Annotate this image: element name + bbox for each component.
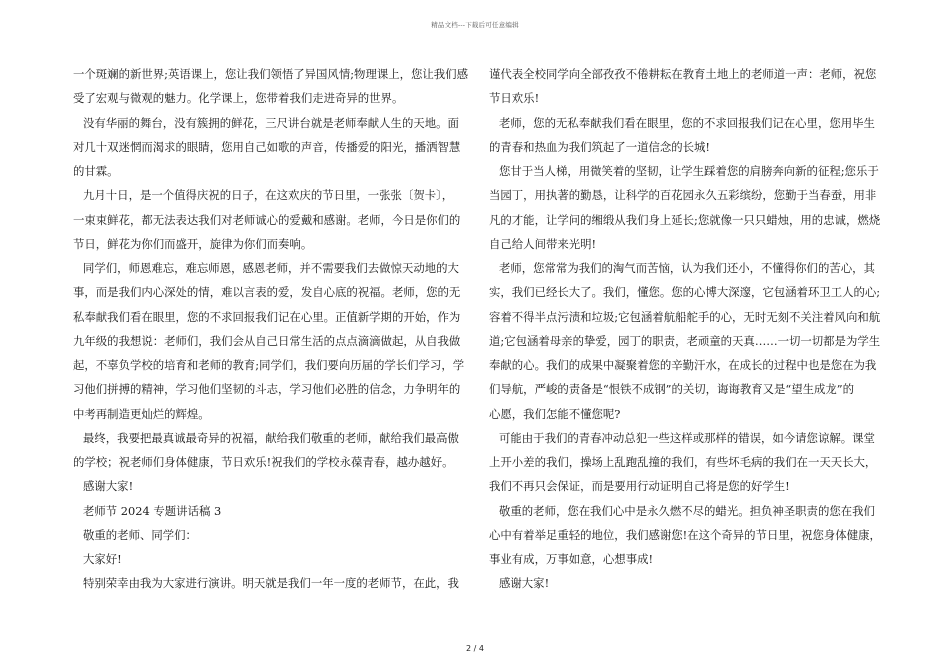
text-line: 没有华丽的舞台，没有簇拥的鲜花，三尺讲台就是老师奉献人生的天地。面 xyxy=(83,115,459,130)
text-line: 感谢大家! xyxy=(499,576,550,591)
page-header: 精品文档---下载后可任意编辑 xyxy=(431,21,519,29)
text-line: 节日，鲜花为你们而盛开，旋律为你们而奏响。 xyxy=(73,236,313,251)
text-line: 自己给人间带来光明! xyxy=(489,236,597,251)
text-line: 心愿，我们怎能不懂您呢? xyxy=(489,406,621,421)
text-line: 受了宏观与微观的魅力。化学课上，您带着我们走进奇异的世界。 xyxy=(73,91,404,106)
text-line: 节日欢乐! xyxy=(489,91,540,106)
text-line: 老师，您的无私奉献我们看在眼里，您的不求回报我们记在心里，您用毕生 xyxy=(499,115,875,130)
text-line: 凡的才能，让学问的缃缎从我们身上延长;您就像一只只蜡烛，用的忠诚，燃烧 xyxy=(489,212,881,227)
text-line: 一个斑斓的新世界;英语课上，您让我们领悟了异国风情;物理课上，您让我们感 xyxy=(73,67,468,81)
page-number: 2 / 4 xyxy=(466,644,484,653)
text-line: 们导航，严峻的责备是“恨铁不成钢”的关切，诲诲教育又是“望生成龙”的 xyxy=(489,382,855,397)
text-line: 心中有着举足重轻的地位，我们感谢您!在这个奇异的节日里，祝您身体健康， xyxy=(489,527,881,542)
text-line: 我们不再只会保证，而是要用行动证明自己将是您的好学生! xyxy=(489,479,790,494)
text-line: 九月十日，是一个值得庆祝的日子，在这欢庆的节日里，一张张〔贺卡〕， xyxy=(83,188,454,203)
text-line: 九年级的我想说：老师们，我们会从自己日常生活的点点滴滴做起，从自我做 xyxy=(73,333,461,348)
text-line: 一束束鲜花，都无法表达我们对老师诚心的爱戴和感谢。老师，今日是你们的 xyxy=(73,212,461,227)
text-line: 大家好! xyxy=(83,552,122,566)
text-line: 私奉献我们看在眼里，您的不求回报我们记在心里。正值新学期的开始，作为 xyxy=(73,309,461,324)
text-line: 奉献的心。我们的成果中凝聚着您的辛勤汗水，在成长的过程中也是您在为我 xyxy=(489,358,877,372)
text-line: 当园丁，用执著的勤恳，让科学的百花园永久五彩缤纷，您勤于当春蚕，用非 xyxy=(489,188,877,203)
text-line: 中考再制造更灿烂的辉煌。 xyxy=(73,406,210,421)
text-line: 敬重的老师、同学们： xyxy=(83,527,197,542)
text-line: 的青春和热血为我们筑起了一道信念的长城! xyxy=(489,139,711,154)
text-line: 事，而是我们内心深处的情，难以言表的爱，发自心底的祝福。老师，您的无 xyxy=(73,285,461,300)
text-line: 实，我们已经长大了。我们，懂您。您的心博大深邃，它包涵着环卫工人的心; xyxy=(489,285,881,300)
text-line: 起，不辜负学校的培育和老师的教育;同学们，我们要向历届的学长们学习，学 xyxy=(73,358,465,372)
left-column xyxy=(73,62,468,596)
text-line: 的学校；祝老师们身体健康，节日欢乐!祝我们的学校永葆青春，越办越好。 xyxy=(73,455,454,469)
text-line: 事业有成，万事如意，心想事成! xyxy=(489,552,654,566)
text-line: 上开小差的我们，操场上乱跑乱撞的我们，有些坏毛病的我们在一天天长大， xyxy=(489,455,877,469)
text-line: 特别荣幸由我为大家进行演讲。明天就是我们一年一度的老师节，在此，我 xyxy=(83,576,459,591)
text-line: 敬重的老师，您在我们心中是永久燃不尽的蜡光。担负神圣职责的您在我们 xyxy=(499,503,875,518)
text-line: 您甘于当人梯，用微笑着的坚韧，让学生踩着您的肩膀奔向新的征程;您乐于 xyxy=(499,164,879,178)
text-line: 容着不得半点污渍和垃圾;它包涵着航船舵手的心，无时无刻不关注着风向和航 xyxy=(489,309,881,324)
text-line: 同学们，师恩难忘，难忘师恩，感恩老师，并不需要我们去做惊天动地的大 xyxy=(83,261,459,275)
text-line: 最终，我要把最真诚最奇异的祝福，献给我们敬重的老师，献给我们最高傲 xyxy=(83,430,459,445)
text-line: 感谢大家! xyxy=(83,479,134,494)
text-line: 对几十双迷惘而渴求的眼睛，您用自己如歌的声音，传播爱的阳光，播洒智慧 xyxy=(73,139,461,154)
text-line: 可能由于我们的青春冲动总犯一些这样或那样的错误，如今请您谅解。课堂 xyxy=(499,430,875,445)
text-line: 谨代表全校同学向全部孜孜不倦耕耘在教育土地上的老师道一声：老师，祝您 xyxy=(489,67,877,81)
text-line: 老师，您常常为我们的淘气而苦恼，认为我们还小，不懂得你们的苦心，其 xyxy=(499,261,875,275)
text-line: 的甘霖。 xyxy=(73,164,119,178)
text-line: 习他们拼搏的精神，学习他们坚韧的斗志，学习他们必胜的信念，力争明年的 xyxy=(73,382,461,397)
text-line: 老师节 2024 专题讲话稿 3 xyxy=(83,503,222,518)
text-line: 道;它包涵着母亲的挚爱，园丁的职责，老顽童的天真……一切一切都是为学生 xyxy=(489,333,881,348)
right-column xyxy=(489,62,879,596)
